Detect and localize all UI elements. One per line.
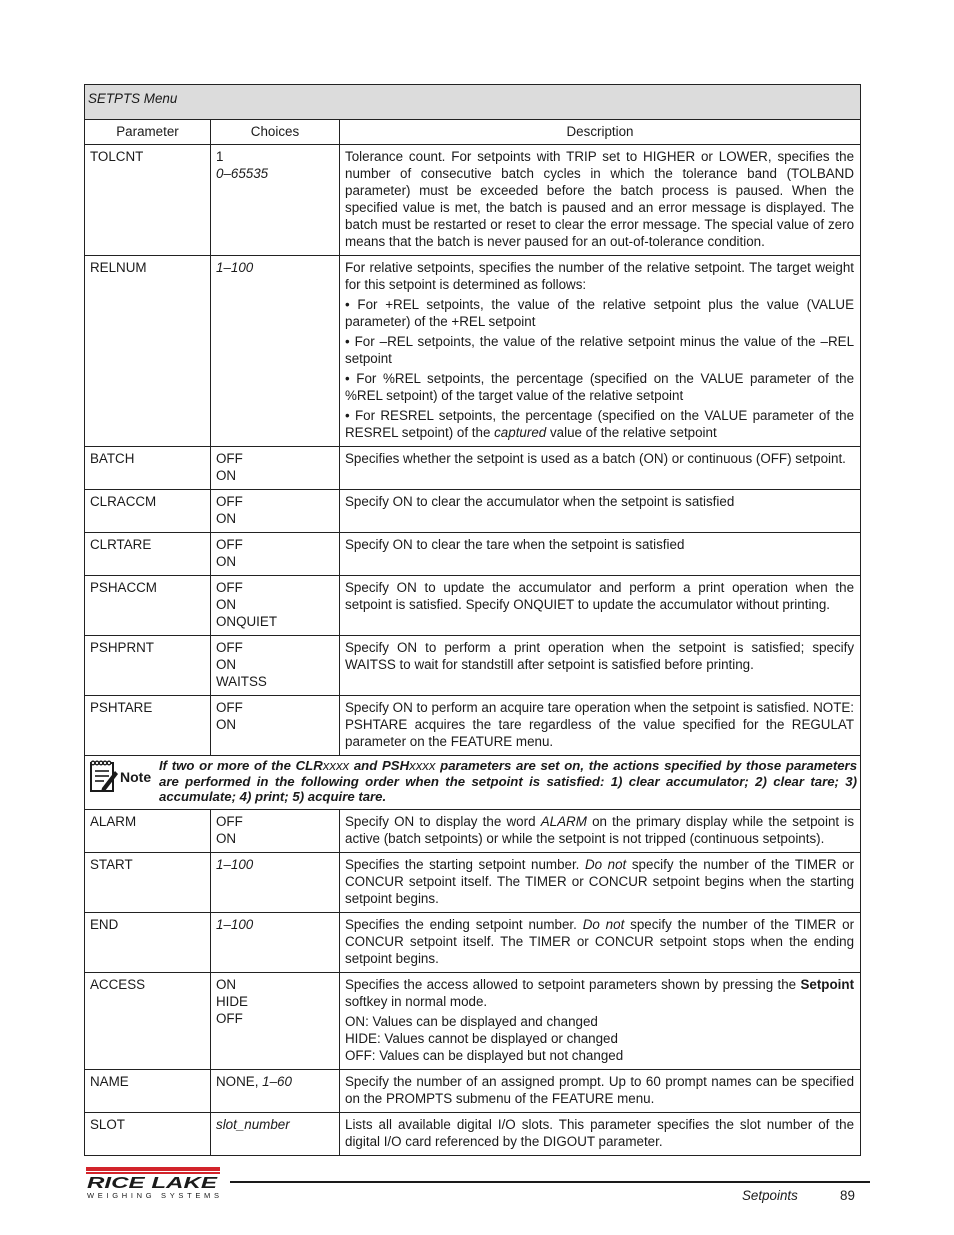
choice-line (216, 716, 333, 733)
choice-line (216, 976, 333, 993)
parameter-cell: CLRACCM (85, 490, 211, 533)
description-paragraph (345, 259, 854, 293)
choice-line (216, 579, 333, 596)
italic-text: ALARM (540, 813, 587, 829)
description-paragraph (345, 639, 854, 673)
note-icon (89, 759, 159, 795)
choice-option: slot_number (216, 1116, 290, 1132)
choices-cell (211, 972, 340, 1069)
table-row (85, 972, 861, 1069)
choices-cell (211, 1112, 340, 1155)
choice-option: OFF (216, 580, 243, 595)
description-paragraph (345, 813, 854, 847)
choices-cell (211, 809, 340, 852)
description-paragraph (345, 370, 854, 404)
text-span: Specify ON to perform an acquire tare operation when the setpoint is satisfied. NOTE: PSHTARE acquires the tare regardless of the value specified for the REGULAT parameter on the FEATURE menu. (345, 700, 855, 749)
text-span: If two or more of the CLR (159, 758, 323, 773)
choice-line (216, 916, 333, 933)
choice-option: 1–100 (216, 260, 254, 275)
placeholder-text: xxxx (409, 758, 436, 773)
description-cell (340, 1112, 861, 1155)
table-row (85, 912, 861, 972)
text-span: Tolerance count. For setpoints with TRIP set to HIGHER or LOWER, specifies the number of consecutive batch cycles in which the tolerance band (TOLBAND parameter) must be exceeded before the batch process is paused. When the specified value is met, the batch is paused and an error message is displayed. The batch must be restarted or reset to clear the error message. The special value of zero means that the batch is never paused for an out-of-tolerance condition. (345, 149, 855, 249)
note-row (85, 756, 861, 810)
placeholder-text: xxxx (322, 758, 350, 773)
table-row (85, 852, 861, 912)
text-span: Specifies the starting setpoint number. (345, 856, 585, 872)
text-span: HIDE: Values cannot be displayed or changed (345, 1030, 618, 1046)
note-cell (85, 756, 861, 810)
choice-option: 1–60 (262, 1073, 292, 1089)
text-span: Specify the number of an assigned prompt. Up to 60 prompt names can be specified on the PROMPTS submenu of the FEATURE menu. (345, 1073, 855, 1106)
text-span: Specifies the ending setpoint number. (345, 916, 583, 932)
choices-cell (211, 696, 340, 756)
setpts-menu-table (84, 84, 861, 1156)
description-paragraph (345, 856, 854, 907)
header-description: Description (340, 120, 861, 145)
text-span: Specify ON to clear the accumulator when the setpoint is satisfied (345, 494, 735, 509)
parameter-cell: NAME (85, 1069, 211, 1112)
text-span: Specifies the access allowed to setpoint parameters shown by pressing the (345, 976, 801, 992)
text-span: on the primary display while the setpoint is active (batch setpoints) or while the setpoint is not tripped (continuous setpoints). (345, 813, 855, 846)
description-cell (340, 809, 861, 852)
note-label: Note (120, 768, 152, 785)
text-span: specify the number of the TIMER or CONCUR setpoint itself. The TIMER or CONCUR setpoint begins when the starting setpoint begins. (345, 856, 855, 906)
text-span: • For %REL setpoints, the percentage (specified on the VALUE parameter of the %REL setpoint) of the target value of the relative setpoint (345, 371, 855, 403)
choices-cell (211, 852, 340, 912)
choice-line (216, 856, 333, 873)
choice-option: ON (216, 597, 237, 612)
choices-cell (211, 1069, 340, 1112)
description-paragraph (345, 1073, 854, 1107)
header-parameter: Parameter (85, 120, 211, 145)
description-paragraph (345, 148, 854, 250)
choice-option: HIDE (216, 993, 248, 1009)
description-paragraph (345, 916, 854, 967)
choice-line (216, 493, 333, 510)
text-span: For relative setpoints, specifies the number of the relative setpoint. The target weight for this setpoint is determined as follows: (345, 260, 855, 292)
footer-section-title: Setpoints (742, 1188, 798, 1203)
description-cell (340, 533, 861, 576)
description-cell (340, 256, 861, 447)
table-row (85, 636, 861, 696)
description-paragraph (345, 333, 854, 367)
choices-cell (211, 636, 340, 696)
choices-cell (211, 576, 340, 636)
parameter-cell: ACCESS (85, 972, 211, 1069)
parameter-cell: SLOT (85, 1112, 211, 1155)
description-paragraph (345, 1013, 854, 1064)
note-text (159, 758, 857, 805)
choices-cell (211, 145, 340, 256)
footer-rule (230, 1181, 870, 1183)
text-span: softkey in normal mode. (345, 993, 488, 1009)
choice-line (216, 467, 333, 484)
description-paragraph (345, 1116, 854, 1150)
choice-option: ONQUIET (216, 614, 278, 629)
choice-line (216, 536, 333, 553)
choice-option: WAITSS (216, 674, 267, 689)
parameter-cell: CLRTARE (85, 533, 211, 576)
bold-text: Setpoint (800, 976, 855, 992)
parameter-cell: PSHACCM (85, 576, 211, 636)
choice-option: ON (216, 657, 237, 672)
choice-option: ON (216, 554, 237, 569)
note-block (89, 758, 857, 805)
description-cell (340, 636, 861, 696)
choice-line (216, 148, 333, 165)
parameter-cell: ALARM (85, 809, 211, 852)
text-span: value of the relative setpoint (546, 425, 717, 440)
choice-option: ON (216, 976, 237, 992)
text-span: Specifies whether the setpoint is used as a batch (ON) or continuous (OFF) setpoint. (345, 451, 846, 466)
description-cell (340, 576, 861, 636)
table-title: SETPTS Menu (85, 85, 861, 120)
description-cell (340, 145, 861, 256)
parameter-cell: PSHTARE (85, 696, 211, 756)
text-span: OFF: Values can be displayed but not changed (345, 1047, 624, 1063)
description-paragraph (345, 296, 854, 330)
choice-line (216, 510, 333, 527)
text-span: and PSH (349, 758, 410, 773)
description-paragraph (345, 493, 854, 510)
rice-lake-logo (86, 1167, 220, 1206)
description-cell (340, 852, 861, 912)
choice-line (216, 596, 333, 613)
table-row (85, 490, 861, 533)
text-span: ON: Values can be displayed and changed (345, 1013, 598, 1029)
choice-option: ON (216, 717, 237, 732)
choice-line (216, 1073, 333, 1090)
choices-cell (211, 490, 340, 533)
description-cell (340, 972, 861, 1069)
choice-option: 0–65535 (216, 166, 269, 181)
choice-line (216, 165, 333, 182)
choices-cell (211, 533, 340, 576)
choice-line (216, 450, 333, 467)
table-body (85, 145, 861, 1156)
description-cell (340, 912, 861, 972)
description-paragraph (345, 699, 854, 750)
description-cell (340, 696, 861, 756)
text-span: specify the number of the TIMER or CONCUR setpoint itself. The TIMER or CONCUR setpoint stops when the ending setpoint begins. (345, 916, 855, 966)
choice-option: OFF (216, 494, 243, 509)
description-paragraph (345, 407, 854, 441)
logo-text: RICE LAKE (87, 1175, 219, 1192)
table-row (85, 533, 861, 576)
description-paragraph (345, 450, 854, 467)
choices-cell (211, 447, 340, 490)
rice-lake-logo-icon (86, 1167, 220, 1201)
text-span: Specify ON to update the accumulator and perform a print operation when the setpoint is satisfied. Specify ONQUIET to update the accumulator without printing. (345, 580, 855, 612)
table-row (85, 696, 861, 756)
table-row (85, 576, 861, 636)
italic-text: Do not (584, 856, 627, 872)
choices-cell (211, 912, 340, 972)
choice-option: OFF (216, 640, 243, 655)
choice-line (216, 613, 333, 630)
table-row (85, 145, 861, 256)
text-span: Specify ON to perform a print operation when the setpoint is satisfied; specify WAITSS to wait for standstill after setpoint is satisfied before printing. (345, 640, 855, 672)
choice-line (216, 1010, 333, 1027)
parameter-cell: RELNUM (85, 256, 211, 447)
text-span: Specify ON to display the word (345, 813, 541, 829)
choice-line (216, 813, 333, 830)
description-paragraph (345, 536, 854, 553)
choice-line (216, 699, 333, 716)
parameter-cell: TOLCNT (85, 145, 211, 256)
choice-line (216, 553, 333, 570)
table-row (85, 1069, 861, 1112)
choice-option: NONE, (216, 1073, 263, 1089)
table-row (85, 447, 861, 490)
choice-line (216, 830, 333, 847)
text-span: Lists all available digital I/O slots. This parameter specifies the slot number of the digital I/O card referenced by the DIGOUT parameter. (345, 1116, 855, 1149)
choice-line (216, 1116, 333, 1133)
text-span: • For +REL setpoints, the value of the relative setpoint plus the value (VALUE parameter) of the +REL setpoint (345, 297, 855, 329)
logo-subtext: WEIGHING SYSTEMS (87, 1191, 219, 1200)
choice-option: OFF (216, 1010, 243, 1026)
table-row (85, 809, 861, 852)
footer-page-number: 89 (840, 1188, 855, 1203)
choice-option: OFF (216, 537, 243, 552)
text-span: • For –REL setpoints, the value of the relative setpoint minus the value of the –REL setpoint (345, 334, 855, 366)
description-paragraph (345, 976, 854, 1010)
choices-cell (211, 256, 340, 447)
choice-option: 1–100 (216, 916, 254, 932)
parameter-cell: PSHPRNT (85, 636, 211, 696)
choice-line (216, 639, 333, 656)
description-cell (340, 447, 861, 490)
choice-option: 1–100 (216, 856, 254, 872)
parameter-cell: START (85, 852, 211, 912)
italic-text: Do not (582, 916, 625, 932)
text-span: Specify ON to clear the tare when the setpoint is satisfied (345, 537, 685, 552)
parameter-cell: BATCH (85, 447, 211, 490)
text-span: parameters are set on, the actions specified by those parameters are performed in the following order when the setpoint is satisfied: 1) clear accumulator; 2) clear tare; 3) accumulate; 4) print; 5) acquire tare. (159, 758, 858, 804)
table-row (85, 1112, 861, 1155)
description-cell (340, 490, 861, 533)
choice-option: OFF (216, 700, 243, 715)
choice-option: ON (216, 468, 237, 483)
parameter-cell: END (85, 912, 211, 972)
choice-line (216, 656, 333, 673)
description-cell (340, 1069, 861, 1112)
choice-line (216, 993, 333, 1010)
choice-option: OFF (216, 451, 243, 466)
choice-option: ON (216, 511, 237, 526)
choice-line (216, 259, 333, 276)
choice-line (216, 673, 333, 690)
choice-option: 1 (216, 149, 224, 164)
description-paragraph (345, 579, 854, 613)
text-span: • For RESREL setpoints, the percentage (specified on the VALUE parameter of the RESREL setpoint) of the (345, 408, 855, 440)
choice-option: OFF (216, 813, 243, 829)
table-row (85, 256, 861, 447)
italic-text: captured (494, 425, 547, 440)
choice-option: ON (216, 830, 237, 846)
header-choices: Choices (211, 120, 340, 145)
